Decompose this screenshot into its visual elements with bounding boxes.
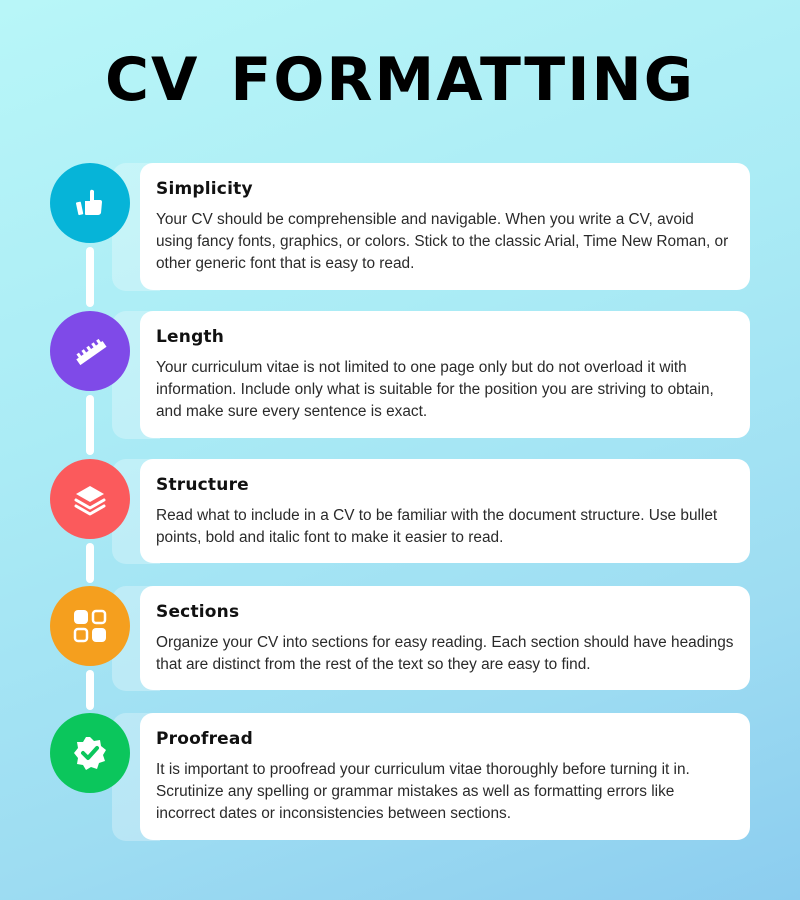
timeline-connector — [86, 395, 94, 455]
card-text: Your curriculum vitae is not limited to one page only but do not overload it with information. Include only what is suitable for the position you are striving to obtain, and make sure every sentence is exact. — [156, 359, 714, 420]
proofread-card — [140, 713, 750, 840]
simplicity-icon-badge — [50, 163, 130, 243]
card-title: Proofread — [156, 729, 253, 749]
card-title: Length — [156, 327, 225, 347]
card-text: It is important to proofread your curriculum vitae thoroughly before turning it in. Scrutinize any spelling or grammar mistakes as well as formatting errors like incorrect dates or inconsistencies between sections. — [156, 761, 690, 822]
proofread-icon-badge — [50, 713, 130, 793]
structure-card — [140, 459, 750, 563]
card-title: Sections — [156, 602, 240, 622]
layers-icon — [70, 479, 110, 519]
card-text: Read what to include in a CV to be familiar with the document structure. Use bullet points, bold and italic font to make it easier to read. — [156, 507, 718, 546]
grid-icon — [70, 606, 110, 646]
card-text: Organize your CV into sections for easy reading. Each section should have headings that are distinct from the rest of the text so they are easy to find. — [156, 634, 734, 673]
simplicity-card — [140, 163, 750, 290]
timeline-connector — [86, 543, 94, 583]
page-title: CV FORMATTING — [104, 45, 696, 115]
card-title: Simplicity — [156, 179, 253, 199]
length-card — [140, 311, 750, 438]
ruler-icon — [70, 331, 110, 371]
verified-badge-icon — [70, 733, 110, 773]
sections-card — [140, 586, 750, 690]
thumbs-up-icon — [70, 183, 110, 223]
length-icon-badge — [50, 311, 130, 391]
card-title: Structure — [156, 475, 249, 495]
timeline-connector — [86, 247, 94, 307]
sections-icon-badge — [50, 586, 130, 666]
structure-icon-badge — [50, 459, 130, 539]
card-text: Your CV should be comprehensible and navigable. When you write a CV, avoid using fancy fonts, graphics, or colors. Stick to the classic Arial, Time New Roman, or other generic font that is easy to read. — [156, 211, 729, 272]
timeline-connector — [86, 670, 94, 710]
